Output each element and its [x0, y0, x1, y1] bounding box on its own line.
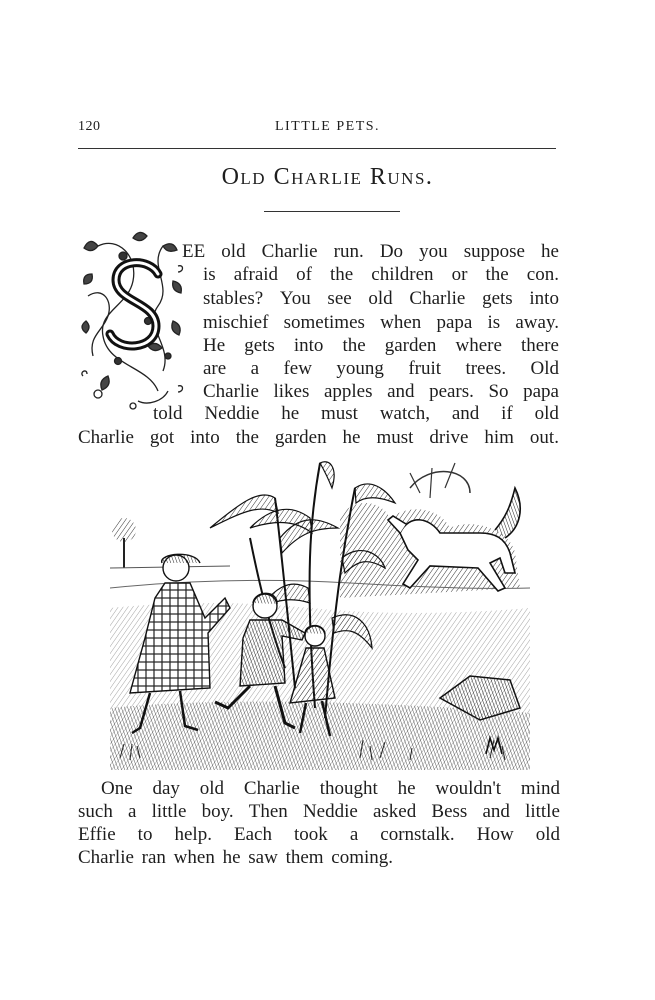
text-line: Effie to help. Each took a cornstalk. How old: [78, 824, 560, 845]
text-line: Charlie got into the garden he must drive him out.: [78, 427, 559, 448]
text-line: told Neddie he must watch, and if old: [153, 403, 559, 424]
engraving-illustration: [110, 458, 530, 770]
header-rule: [78, 148, 556, 149]
text-line: He gets into the garden where there: [203, 335, 559, 356]
drop-cap-s: [78, 226, 188, 414]
text-line: stables? You see old Charlie gets into: [203, 288, 559, 309]
title-rule: [264, 211, 400, 212]
chapter-title: Old Charlie Runs.: [221, 164, 434, 190]
text-line: are a few young fruit trees. Old: [203, 358, 559, 379]
text-line: mischief sometimes when papa is away.: [203, 312, 559, 333]
text-line: Charlie ran when he saw them coming.: [78, 847, 394, 868]
text-line: EE old Charlie run. Do you suppose he: [182, 241, 559, 262]
page-number: 120: [78, 119, 101, 134]
text-line: One day old Charlie thought he wouldn't mind: [101, 778, 560, 799]
text-line: such a little boy. Then Neddie asked Bess and little: [78, 801, 560, 822]
running-head: LITTLE PETS.: [274, 119, 381, 134]
text-line: is afraid of the children or the con.: [203, 264, 559, 285]
text-line: Charlie likes apples and pears. So papa: [203, 381, 559, 402]
